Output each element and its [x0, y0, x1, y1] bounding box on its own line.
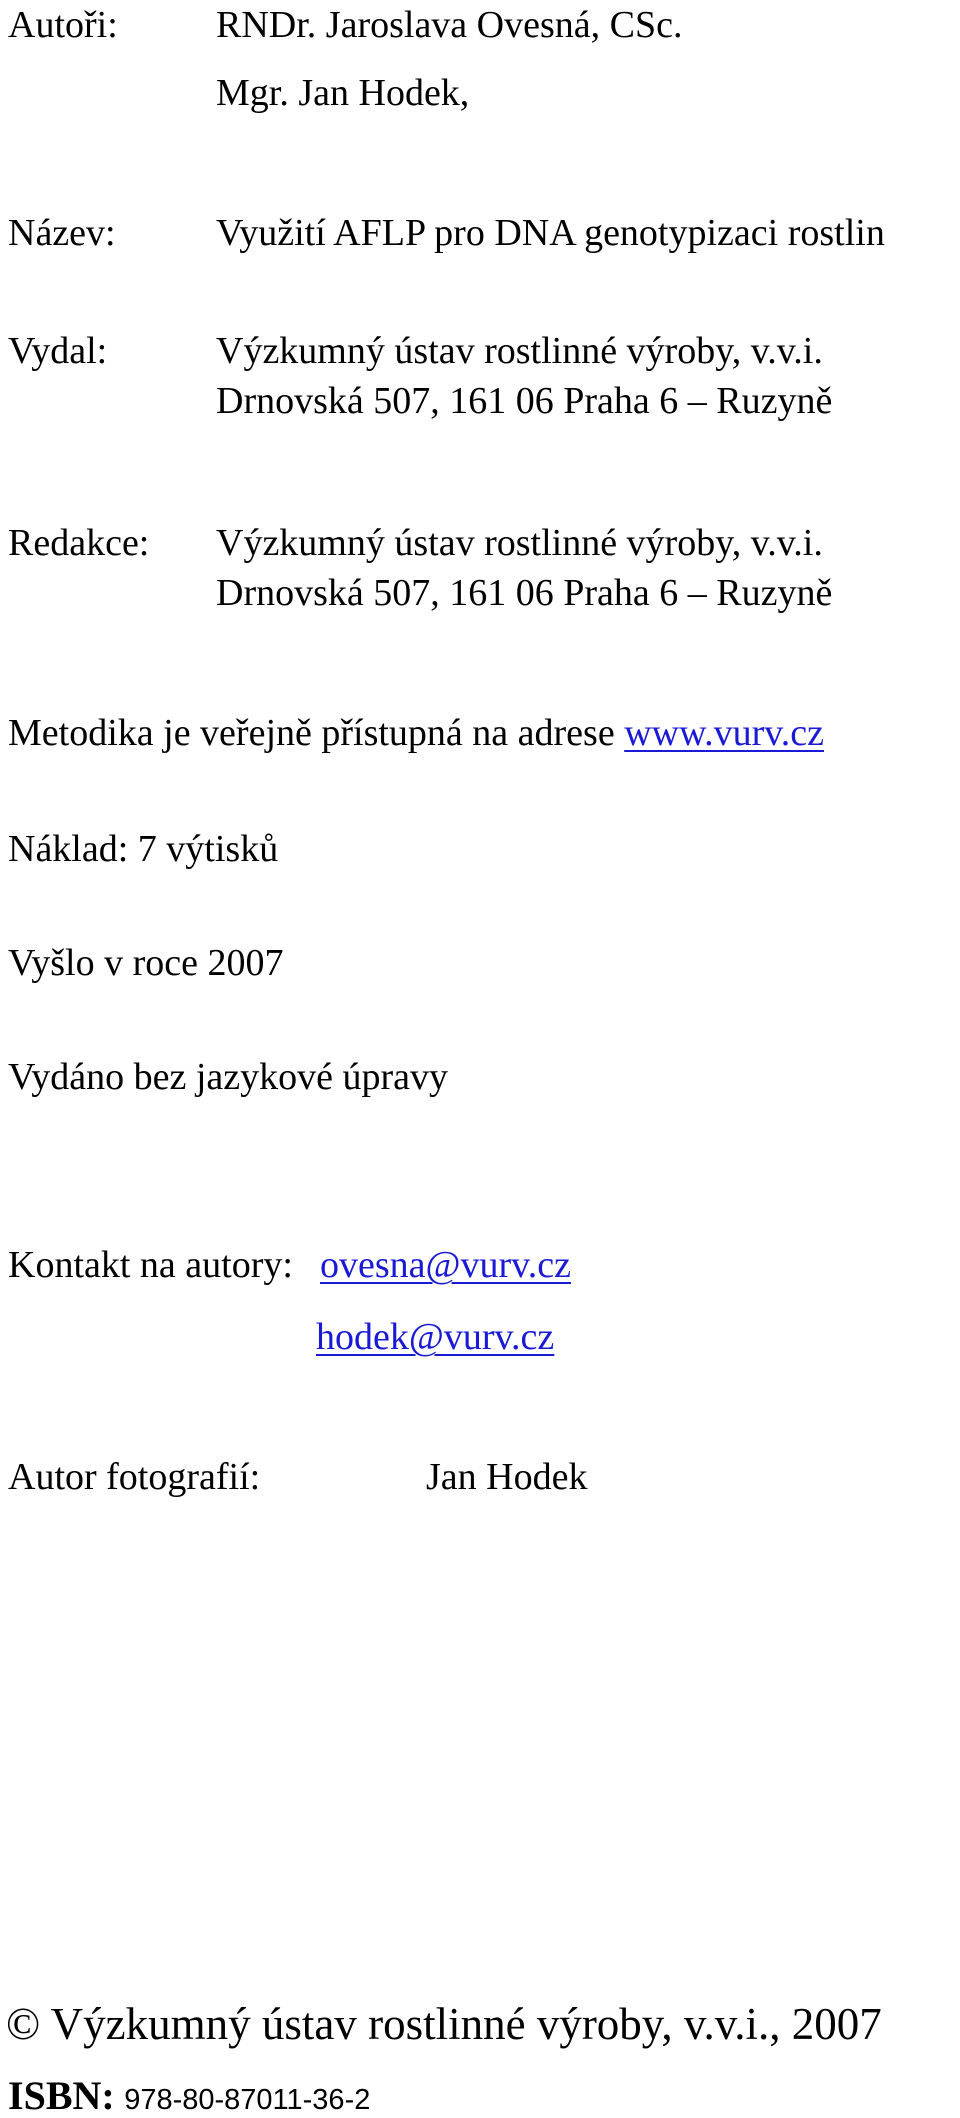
website-link[interactable]: www.vurv.cz [624, 712, 824, 754]
editorial-address: Drnovská 507, 161 06 Praha 6 – Ruzyně [216, 572, 833, 614]
isbn-label: ISBN: [8, 2073, 115, 2118]
author-name: Mgr. Jan Hodek, [216, 72, 470, 114]
contact-label: Kontakt na autory: [8, 1244, 293, 1286]
title-label: Název: [8, 212, 116, 254]
publisher-name: Výzkumný ústav rostlinné výroby, v.v.i. [216, 330, 823, 372]
publisher-address: Drnovská 507, 161 06 Praha 6 – Ruzyně [216, 380, 833, 422]
author-name: RNDr. Jaroslava Ovesná, CSc. [216, 4, 683, 46]
photographer-name: Jan Hodek [426, 1456, 588, 1498]
year-note: Vyšlo v roce 2007 [8, 942, 284, 984]
photos-label: Autor fotografií: [8, 1456, 261, 1498]
authors-label: Autoři: [8, 4, 118, 46]
isbn-value: 978-80-87011-36-2 [124, 2084, 371, 2116]
email-link-hodek[interactable]: hodek@vurv.cz [316, 1316, 555, 1358]
email-link-ovesna[interactable]: ovesna@vurv.cz [320, 1244, 571, 1286]
availability-line [8, 714, 824, 752]
copyright-line: © Výzkumný ústav rostlinné výroby, v.v.i., 2007 [6, 1999, 882, 2049]
editorial-label: Redakce: [8, 522, 150, 564]
document-title: Využití AFLP pro DNA genotypizaci rostlin [216, 212, 885, 254]
editorial-name: Výzkumný ústav rostlinné výroby, v.v.i. [216, 522, 823, 564]
publisher-label: Vydal: [8, 330, 108, 372]
language-note: Vydáno bez jazykové úpravy [8, 1056, 449, 1098]
isbn-line [8, 2073, 371, 2118]
availability-text: Metodika je veřejně přístupná na adrese [8, 712, 615, 754]
print-run: Náklad: 7 výtisků [8, 828, 279, 870]
